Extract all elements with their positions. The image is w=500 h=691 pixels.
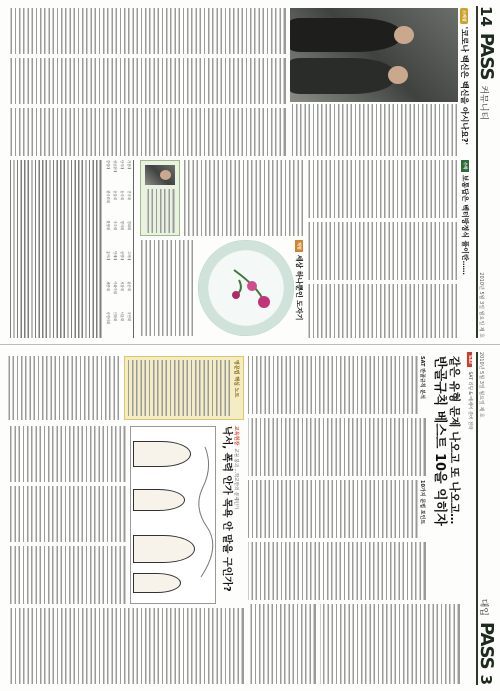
scribble-icon	[129, 427, 215, 605]
column-body-col2	[308, 222, 458, 280]
page-14	[0, 0, 500, 345]
body-col3	[248, 480, 418, 538]
ad-item: 숭실대	[113, 190, 118, 200]
ad-item: 단국대	[120, 160, 125, 170]
body-col1	[248, 356, 418, 414]
page-header	[476, 352, 496, 685]
bottom-tag: 교육현장	[233, 426, 239, 446]
body-col4	[248, 542, 426, 600]
ad-item: 광운대	[127, 281, 131, 291]
ceramic-plate-photo	[198, 240, 294, 336]
bottom-body-col3	[8, 486, 126, 542]
sidebar-text	[127, 360, 231, 416]
column-title-row	[460, 160, 470, 275]
column-body-col1	[308, 160, 458, 218]
sub-head-2: 10가지 문법 포인트	[419, 480, 425, 525]
feature-title-row	[459, 8, 470, 145]
ad-item: 아주대	[113, 220, 118, 230]
page-number: 14	[477, 6, 495, 27]
university-list-ad	[8, 160, 134, 338]
page-number: 3	[477, 674, 495, 685]
column-body-col3	[308, 284, 458, 338]
intro-text	[320, 604, 460, 684]
page-3	[0, 346, 500, 691]
feature-photo	[290, 8, 458, 102]
bottom-body-col4	[8, 546, 126, 604]
ad-item: 인하대	[113, 311, 118, 321]
bottom-headline: 낙서, 폭력 안가 목욕 안 맡을 구인가?	[221, 426, 232, 592]
ad-item: 가천대	[127, 160, 131, 170]
section-name: 대입	[478, 598, 488, 616]
top-bar-text: SAT 리딩 & 에세이 준비 전략	[467, 371, 472, 430]
ad-item: 연세대	[113, 251, 118, 261]
ad-item: 동국대	[120, 190, 125, 200]
bottom-body-col-right	[8, 608, 244, 684]
date-line: 2010년 5월 3일 월요일 제 호	[478, 352, 484, 418]
interview-text	[145, 189, 175, 233]
feature-title: '코로나 백신은 백신을 아시나요?'	[460, 26, 469, 145]
ad-item: 명지대	[120, 220, 125, 230]
plate-tag: 체험	[297, 242, 302, 250]
ad-item: 한국외대	[106, 190, 111, 203]
bottom-subline: 교권 붕괴 …학교만의 문제인가	[233, 448, 239, 510]
ad-item: 서울대	[120, 311, 125, 321]
sub-head-1: SAT 반골규칙 분석	[419, 356, 425, 399]
masthead-brand: PASS	[476, 621, 497, 669]
date-line: 2010년 5월 3일 월요일 제 호	[478, 272, 484, 338]
feature-body-col3	[8, 58, 286, 104]
feature-tag: 스페셜	[462, 10, 468, 22]
ad-item: 숙명여대	[106, 311, 111, 324]
page-header	[476, 6, 496, 338]
bottom-body-col2	[8, 426, 126, 482]
bottom-title-row	[233, 426, 240, 509]
ad-item: 성균관대	[113, 160, 118, 173]
main-headline-line2: 반골규칙 베스트 10을 익히자	[432, 356, 447, 526]
feature-body-col2	[8, 8, 286, 54]
classroom-cartoon	[130, 426, 216, 604]
body-col2	[248, 418, 426, 476]
plate-headline: 세상 하나뿐인 도자기	[295, 254, 303, 321]
plate-body-col2	[140, 240, 194, 336]
plate-body-col1	[184, 160, 304, 236]
main-headline-line1: 같은 유형 문제 나오고 또 나오고…	[448, 356, 461, 525]
ad-item: 이화여대	[113, 281, 118, 294]
ad-item: 한양대	[106, 220, 111, 230]
grammar-sidebar	[124, 356, 244, 420]
ad-item: 서강대	[120, 281, 125, 291]
top-bar	[466, 352, 474, 685]
ad-item: 세종대	[106, 281, 111, 291]
plate-title-row	[294, 240, 304, 320]
sidebar-title: 영문법 핵심 노트	[233, 360, 239, 398]
flower-drawing-icon	[198, 240, 294, 336]
column-title: 보통답은 벡터방정식 풀이란……	[461, 174, 469, 275]
feature-body-col1	[290, 104, 458, 156]
ad-item: 건국대	[127, 190, 131, 200]
top-bar-tag: SAT	[468, 352, 473, 367]
body-col5	[248, 604, 316, 684]
ad-item: 상명대	[120, 251, 125, 261]
bottom-body-col1	[8, 356, 120, 420]
column-tag: 수학	[463, 162, 468, 170]
ad-item: 고려대	[127, 251, 131, 261]
feature-body-col4	[8, 108, 286, 156]
interview-box	[140, 160, 180, 236]
interviewee-photo	[145, 165, 175, 185]
section-name: 커뮤니티	[478, 85, 488, 121]
masthead-brand: PASS	[476, 32, 497, 80]
ad-fine-print	[10, 160, 102, 338]
ad-item: 국민대	[127, 311, 131, 321]
ad-item: 중앙대	[106, 160, 111, 170]
ad-item: 홍익대	[106, 251, 111, 261]
ad-item: 경희대	[127, 220, 131, 230]
